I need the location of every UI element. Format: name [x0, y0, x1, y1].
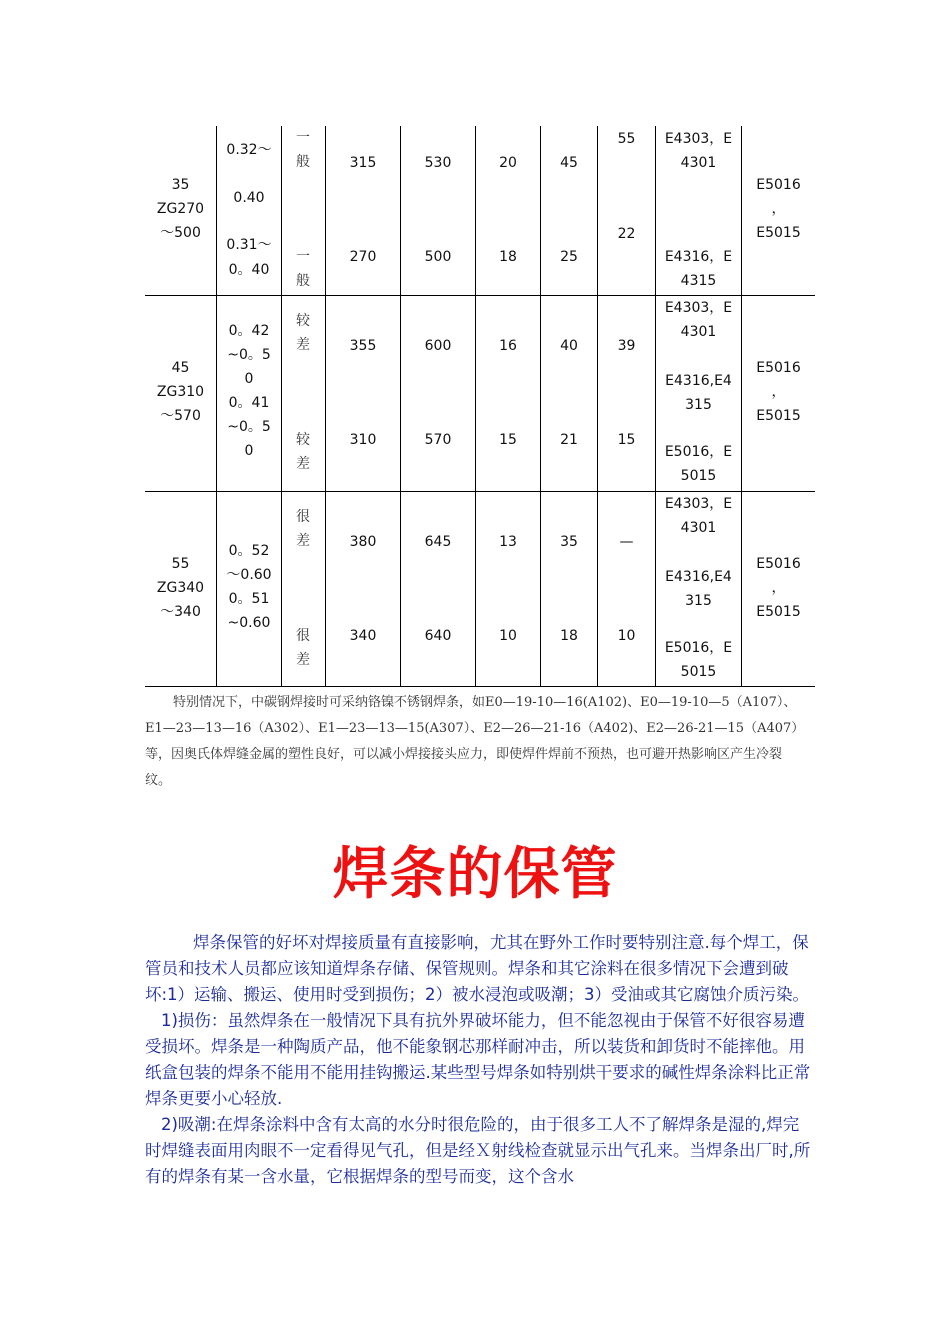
carbon-cell: 0。40 [228, 262, 270, 278]
weldability-cell: 一 般 [296, 130, 310, 170]
table-hline [145, 686, 815, 687]
elongation-cell: 13 [499, 534, 517, 550]
electrode-cell: E4316,E4 315 [665, 569, 732, 609]
elongation-cell: 20 [499, 155, 517, 171]
section-title: 焊条的保管 [332, 842, 618, 907]
table-vline [281, 126, 282, 687]
electrode-cell: E4303，E 4301 [664, 131, 733, 171]
carbon-cell: 0。52 ～0.60 0。51 ~0.60 [226, 543, 272, 631]
body-paragraph: 焊条保管的好坏对焊接质量有直接影响，尤其在野外工作时要特别注意.每个焊工，保管员和技术人员都应该知道焊条存储、保管规则。焊条和其它涂料在很多情况下会遭到破坏:1）运输、搬运、使用时受到损伤；2）被水浸泡或吸潮；3）受油或其它腐蚀介质污染。 [145, 933, 810, 1004]
tensile-cell: 570 [424, 432, 452, 448]
table-vline [597, 126, 598, 687]
reduction-cell: 21 [560, 432, 578, 448]
weldability-cell: 很 差 [296, 628, 310, 668]
reduction-cell: 25 [560, 249, 578, 265]
note-paragraph: 特别情况下，中碳钢焊接时可采纳铬镍不锈钢焊条，如E0—19-10—16(A102)、E0—19-10—5（A107）、E1—23—13—16（A302）、E1—23—13—15(A307）、E2—26—21-16（A402)、E2—26-21—15（A407）等，因奥氏体焊缝金属的塑性良好，可以减小焊接接头应力，即使焊件焊前不预热，也可避开热影响区产生冷裂纹。 [145, 695, 805, 788]
electrode-cell: E4316，E 4315 [664, 249, 733, 289]
weldability-cell: 较 差 [296, 313, 310, 353]
reduction-cell: 45 [560, 155, 578, 171]
table-vline [400, 126, 401, 687]
body-paragraph: 1)损伤：虽然焊条在一般情况下具有抗外界破坏能力，但不能忽视由于保管不好很容易遭受损坏。焊条是一种陶质产品，他不能象钢芯那样耐冲击，所以装货和卸货时不能摔他。用纸盒包装的焊条不能用不能用挂钩搬运.某些型号焊条如特别烘干要求的碱性焊条涂料比正常焊条更要小心轻放. [145, 1011, 811, 1108]
carbon-cell: 0.40 [233, 190, 265, 206]
electrode-cell: E5016，E 5015 [664, 444, 733, 484]
tensile-cell: 530 [424, 155, 452, 171]
yield-cell: 355 [349, 338, 377, 354]
grade-cell: 45 ZG310 ～570 [156, 360, 205, 424]
grade-cell: 55 ZG340 ～340 [156, 556, 205, 620]
table-vline [540, 126, 541, 687]
elongation-cell: 18 [499, 249, 517, 265]
impact-cell: 55 [617, 131, 636, 147]
alt-electrode-cell: E5016 ， E5015 [756, 177, 801, 241]
electrode-cell: E4316,E4 315 [665, 373, 732, 413]
impact-cell: 15 [617, 432, 636, 448]
weldability-cell: 很 差 [296, 509, 310, 549]
impact-cell: 22 [617, 226, 636, 242]
section-body [145, 930, 813, 1190]
reduction-cell: 35 [560, 534, 578, 550]
elongation-cell: 15 [499, 432, 517, 448]
reduction-cell: 18 [560, 628, 578, 644]
electrode-cell: E4303，E 4301 [664, 496, 733, 536]
grade-cell: 35 ZG270 ～500 [156, 177, 205, 241]
yield-cell: 270 [349, 249, 377, 265]
tensile-cell: 600 [424, 338, 452, 354]
alt-electrode-cell: E5016 ， E5015 [756, 360, 801, 424]
body-paragraph: 2)吸潮:在焊条涂料中含有太高的水分时很危险的，由于很多工人不了解焊条是湿的,焊完时焊缝表面用肉眼不一定看得见气孔，但是经Ｘ射线检查就显示出气孔来。当焊条出厂时,所有的焊条有某一含水量，它根据焊条的型号而变，这个含水 [145, 1115, 811, 1186]
yield-cell: 310 [349, 432, 377, 448]
carbon-cell: 0。42 ~0。5 0 0。41 ~0。5 0 [227, 323, 271, 459]
weldability-cell: 一 般 [296, 249, 310, 289]
table-vline [475, 126, 476, 687]
weldability-cell: 较 差 [296, 432, 310, 472]
tensile-cell: 640 [424, 628, 452, 644]
table-vline [325, 126, 326, 687]
yield-cell: 315 [349, 155, 377, 171]
impact-cell: — [619, 534, 634, 550]
carbon-cell: 0.32～ [226, 142, 272, 158]
steel-electrode-table [145, 126, 815, 687]
yield-cell: 340 [349, 628, 377, 644]
yield-cell: 380 [349, 534, 377, 550]
electrode-cell: E4303，E 4301 [664, 300, 733, 340]
electrode-cell: E5016，E 5015 [664, 640, 733, 680]
impact-cell: 39 [617, 338, 636, 354]
elongation-cell: 10 [499, 628, 517, 644]
alt-electrode-cell: E5016 ， E5015 [756, 556, 801, 620]
carbon-cell: 0.31～ [226, 237, 272, 253]
elongation-cell: 16 [499, 338, 517, 354]
impact-cell: 10 [617, 628, 636, 644]
reduction-cell: 40 [560, 338, 578, 354]
tensile-cell: 645 [424, 534, 452, 550]
tensile-cell: 500 [424, 249, 452, 265]
table-note [145, 690, 805, 794]
